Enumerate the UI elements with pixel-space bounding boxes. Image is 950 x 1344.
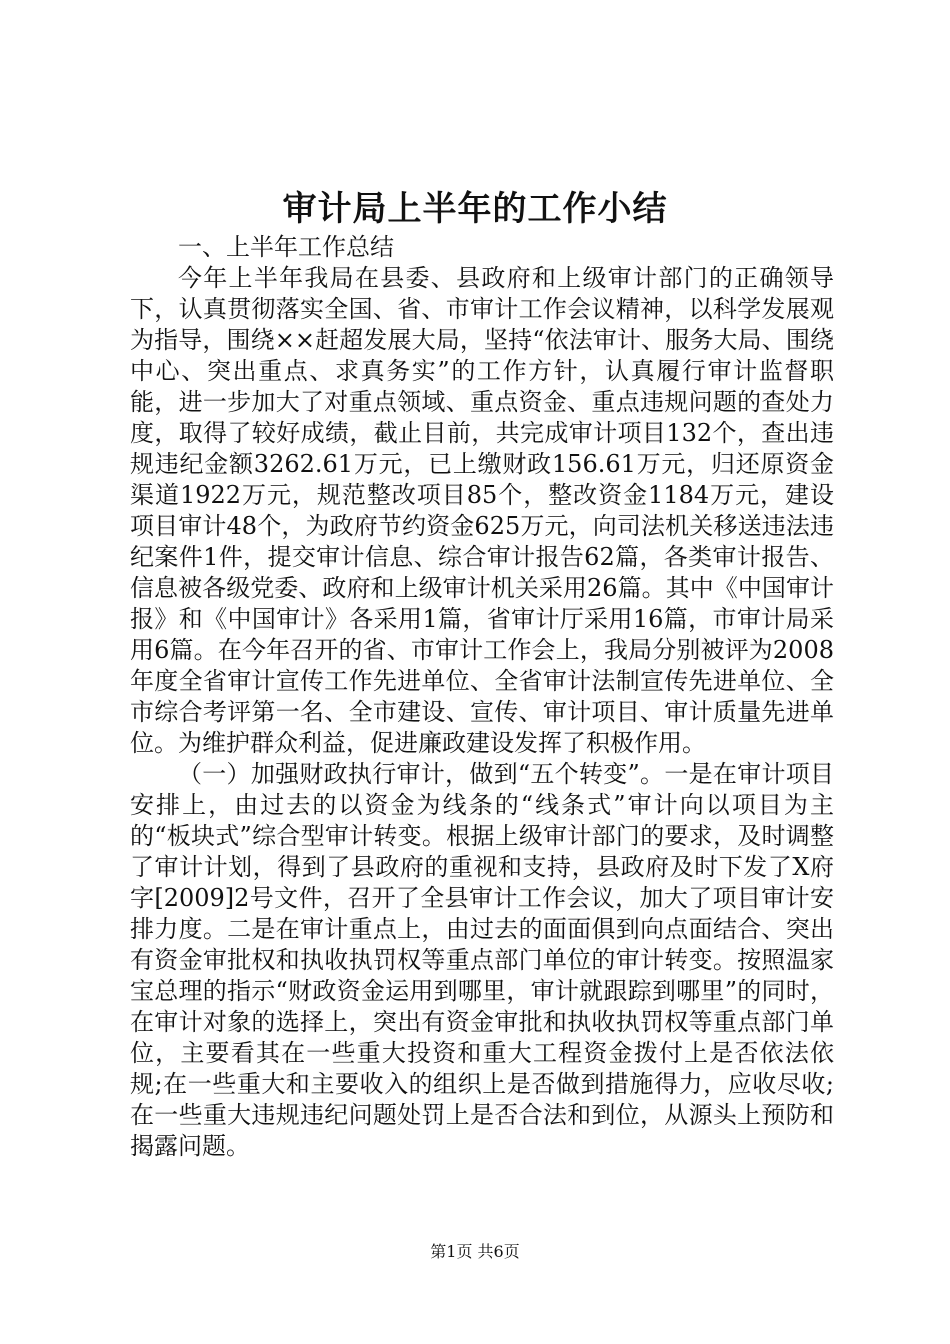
paragraph-fiscal-audit: （一）加强财政执行审计，做到“五个转变”。一是在审计项目安排上，由过去的以资金为线条的“线条式”审计向以项目为主的“板块式”综合型审计转变。根据上级审计部门的要求，及时调整了审计计划，得到了县政府的重视和支持，县政府及时下发了X府字[2009]2号文件，召开了全县审计工作会议，加大了项目审计安排力度。二是在审计重点上，由过去的面面俱到向点面结合、突出有资金审批权和执收执罚权等重点部门单位的审计转变。按照温家宝总理的指示“财政资金运用到哪里，审计就跟踪到哪里”的同时，在审计对象的选择上，突出有资金审批和执收执罚权等重点部门单位，主要看其在一些重大投资和重大工程资金拨付上是否依法依规;在一些重大和主要收入的组织上是否做到措施得力，应收尽收;在一些重大违规违纪问题处罚上是否合法和到位，从源头上预防和揭露问题。 <box>130 760 834 1160</box>
paragraph-summary: 今年上半年我局在县委、县政府和上级审计部门的正确领导下，认真贯彻落实全国、省、市审计工作会议精神，以科学发展观为指导，围绕××赶超发展大局，坚持“依法审计、服务大局、围绕中心、突出重点、求真务实”的工作方针，认真履行审计监督职能，进一步加大了对重点领域、重点资金、重点违规问题的查处力度，取得了较好成绩，截止目前，共完成审计项目132个，查出违规违纪金额3262.61万元，已上缴财政156.61万元，归还原资金渠道1922万元，规范整改项目85个，整改资金1184万元，建设项目审计48个，为政府节约资金625万元，向司法机关移送违法违纪案件1件，提交审计信息、综合审计报告62篇，各类审计报告、信息被各级党委、政府和上级审计机关采用26篇。其中《中国审计报》和《中国审计》各采用1篇，省审计厅采用16篇，市审计局采用6篇。在今年召开的省、市审计工作会上，我局分别被评为2008年度全省审计宣传工作先进单位、全省审计法制宣传先进单位、全市综合考评第一名、全市建设、宣传、审计项目、审计质量先进单位。为维护群众利益，促进廉政建设发挥了积极作用。 <box>130 264 834 757</box>
section-heading: 一、上半年工作总结 <box>178 233 394 261</box>
document-title: 审计局上半年的工作小结 <box>282 189 668 229</box>
document-body <box>130 232 834 1162</box>
page-footer: 第1页 共6页 <box>430 1242 520 1261</box>
